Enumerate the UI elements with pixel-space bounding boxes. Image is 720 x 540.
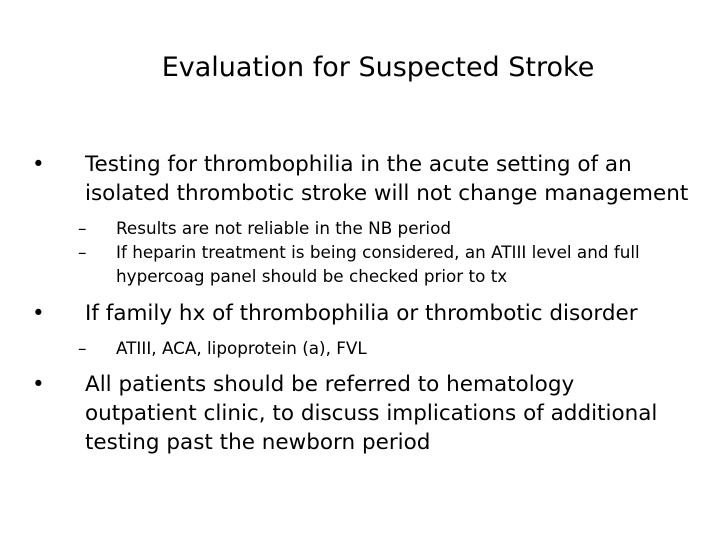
sub-text: If heparin treatment is being considered, an ATIII level and full hypercoag panel should be checked prior to tx [116, 242, 640, 286]
slide-title: Evaluation for Suspected Stroke [161, 52, 595, 83]
bullet-marker: • [32, 301, 45, 326]
sub-text: Results are not reliable in the NB period [116, 218, 452, 238]
bullet-text: If family hx of thrombophilia or thrombotic disorder [85, 301, 638, 326]
bullet-text: All patients should be referred to hematology outpatient clinic, to discuss implications of additional testing past the newborn period [85, 372, 658, 455]
bullet-marker: • [32, 372, 45, 397]
sub-item [32, 216, 692, 240]
dash-marker: – [78, 338, 87, 358]
sub-item [32, 336, 692, 360]
bullet-item [32, 299, 692, 328]
bullet-item [32, 370, 692, 457]
sub-list [32, 336, 692, 360]
sub-item [32, 240, 692, 288]
sub-list [32, 216, 692, 288]
slide-content [32, 150, 692, 457]
dash-marker: – [78, 242, 87, 262]
bullet-text: Testing for thrombophilia in the acute setting of an isolated thrombotic stroke will not change management [85, 152, 689, 206]
bullet-marker: • [32, 152, 45, 177]
sub-text: ATIII, ACA, lipoprotein (a), FVL [116, 338, 367, 358]
bullet-item [32, 150, 692, 208]
dash-marker: – [78, 218, 87, 238]
